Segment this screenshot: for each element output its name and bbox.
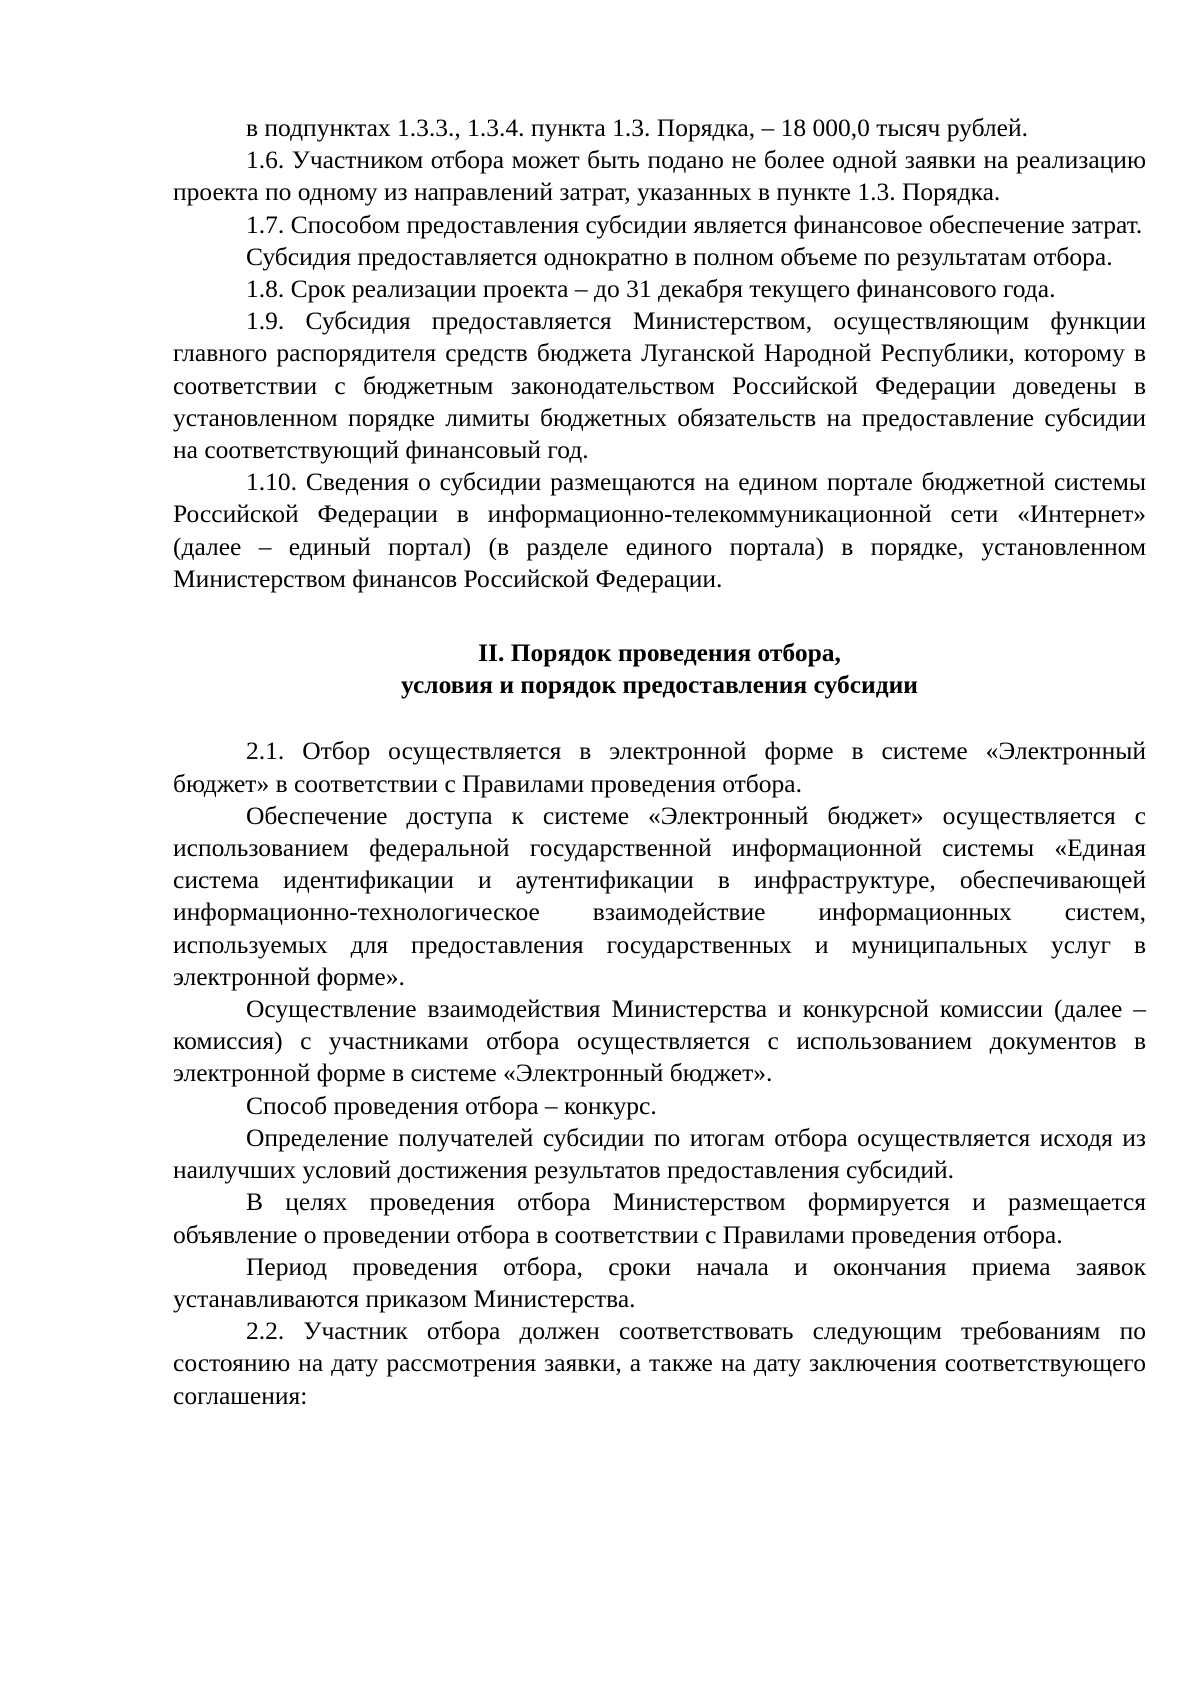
paragraph-1-10: 1.10. Сведения о субсидии размещаются на едином портале бюджетной системы Российской Федерации в информационно-телекоммуникационной сети «Интернет» (далее – единый портал) (в разделе единого портала) в порядке, установленном Министерством финансов Российской Федерации. bbox=[173, 467, 1146, 593]
paragraph-period: Период проведения отбора, сроки начала и окончания приема заявок устанавливаются приказом Министерства. bbox=[173, 1251, 1146, 1313]
paragraph-1-7: 1.7. Способом предоставления субсидии является финансовое обеспечение затрат. bbox=[246, 209, 1143, 239]
paragraph-2-1: 2.1. Отбор осуществляется в электронной форме в системе «Электронный бюджет» в соответствии с Правилами проведения отбора. bbox=[173, 736, 1146, 798]
paragraph-2-2: 2.2. Участник отбора должен соответствовать следующим требованиям по состоянию на дату рассмотрения заявки, а также на дату заключения соответствующего соглашения: bbox=[173, 1316, 1146, 1410]
paragraph-1-6: 1.6. Участником отбора может быть подано не более одной заявки на реализацию проекта по одному из направлений затрат, указанных в пункте 1.3. Порядка. bbox=[173, 145, 1146, 207]
paragraph-subsidy-amount: в подпунктах 1.3.3., 1.3.4. пункта 1.3. Порядка, – 18 000,0 тысяч рублей. bbox=[246, 113, 1028, 142]
paragraph-access: Обеспечение доступа к системе «Электронный бюджет» осуществляется с использованием федеральной государственной информационной системы «Единая система идентификации и аутентификации в инфраструктуре, обеспечивающей информационно-технологическое взаимодействие информационных систем, используемых для предоставления государственных и муниципальных услуг в электронной форме». bbox=[173, 800, 1146, 991]
paragraph-recipients: Определение получателей субсидии по итогам отбора осуществляется исходя из наилучших условий достижения результатов предоставления субсидий. bbox=[173, 1122, 1146, 1185]
paragraph-interaction: Осуществление взаимодействия Министерства и конкурсной комиссии (далее – комиссия) с участниками отбора осуществляется с использованием документов в электронной форме в системе «Электронный бюджет». bbox=[173, 994, 1146, 1088]
paragraph-1-8: 1.8. Срок реализации проекта – до 31 декабря текущего финансового года. bbox=[246, 274, 1056, 304]
section-heading bbox=[173, 637, 1146, 701]
section-heading-line2: условия и порядок предоставления субсидии bbox=[400, 670, 918, 700]
section-heading-line1: II. Порядок проведения отбора, bbox=[478, 638, 841, 668]
document-body bbox=[173, 112, 1146, 1412]
paragraph-announcement: В целях проведения отбора Министерством формируется и размещается объявление о проведении отбора в соответствии с Правилами проведения отбора. bbox=[173, 1187, 1146, 1249]
paragraph-method: Способ проведения отбора – конкурс. bbox=[246, 1090, 657, 1120]
paragraph-subsidy-once: Субсидия предоставляется однократно в полном объеме по результатам отбора. bbox=[246, 241, 1113, 271]
paragraph-1-9: 1.9. Субсидия предоставляется Министерством, осуществляющим функции главного распорядителя средств бюджета Луганской Народной Республики, которому в соответствии с бюджетным законодательством Российской Федерации доведены в установленном порядке лимиты бюджетных обязательств на предоставление субсидии на соответствующий финансовый год. bbox=[173, 306, 1146, 465]
